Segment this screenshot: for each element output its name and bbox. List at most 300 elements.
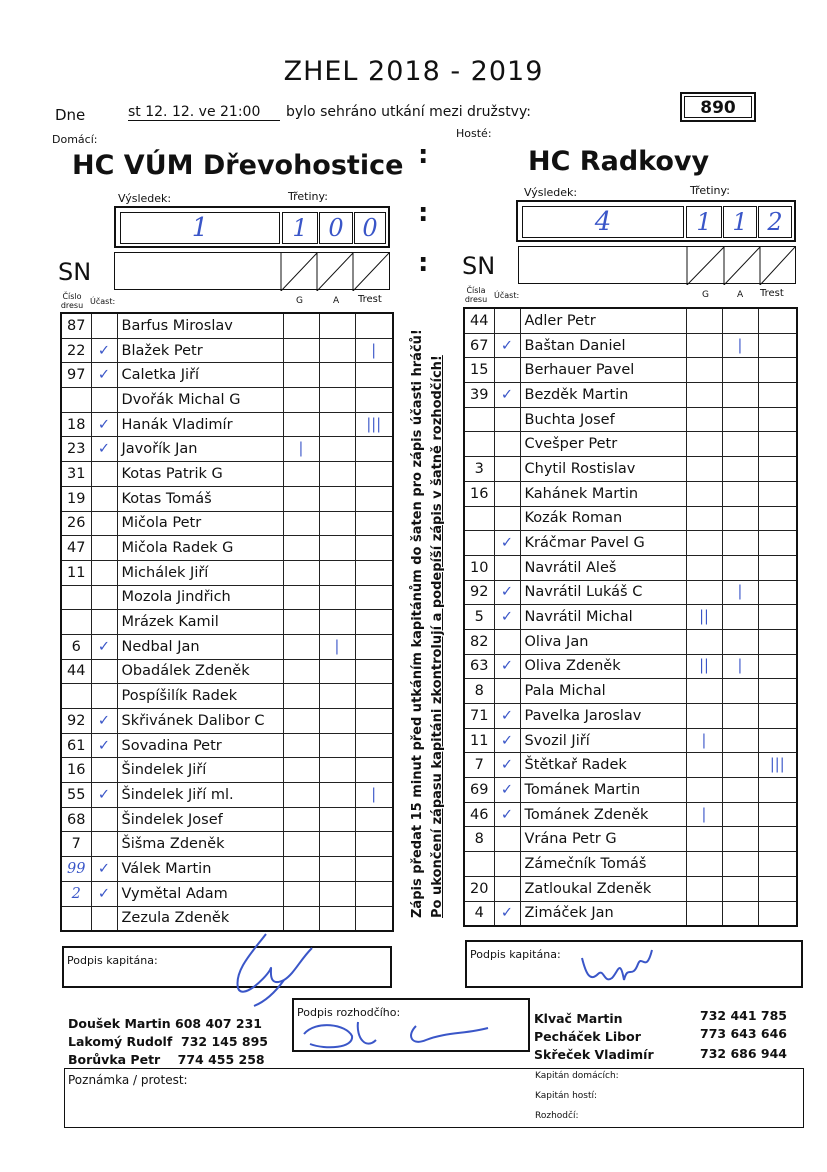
goals-cell[interactable] xyxy=(283,511,319,536)
goals-cell[interactable] xyxy=(686,852,722,877)
jersey-number[interactable]: 44 xyxy=(464,308,494,333)
goals-cell[interactable] xyxy=(283,560,319,585)
goals-cell[interactable] xyxy=(686,827,722,852)
assists-cell[interactable] xyxy=(722,629,758,654)
penalty-cell[interactable] xyxy=(758,358,797,383)
goals-cell[interactable] xyxy=(283,536,319,561)
penalty-cell[interactable] xyxy=(355,585,393,610)
assists-cell[interactable] xyxy=(722,802,758,827)
assists-cell[interactable] xyxy=(722,852,758,877)
goals-cell[interactable] xyxy=(686,407,722,432)
jersey-number[interactable] xyxy=(464,852,494,877)
jersey-number[interactable] xyxy=(464,531,494,556)
player-name[interactable]: Zatloukal Zdeněk xyxy=(520,876,686,901)
goals-cell[interactable] xyxy=(686,383,722,408)
attendance-mark[interactable] xyxy=(494,827,520,852)
penalty-cell[interactable] xyxy=(355,313,393,338)
attendance-mark[interactable] xyxy=(91,906,117,931)
goals-cell[interactable] xyxy=(283,610,319,635)
jersey-number[interactable] xyxy=(61,610,91,635)
player-name[interactable]: Kráčmar Pavel G xyxy=(520,531,686,556)
goals-cell[interactable] xyxy=(283,462,319,487)
assists-cell[interactable] xyxy=(319,758,355,783)
player-name[interactable]: Michálek Jiří xyxy=(117,560,283,585)
attendance-mark[interactable]: ✓ xyxy=(494,753,520,778)
assists-cell[interactable] xyxy=(722,481,758,506)
assists-cell[interactable] xyxy=(319,338,355,363)
goals-cell[interactable] xyxy=(686,308,722,333)
attendance-mark[interactable] xyxy=(91,585,117,610)
goals-cell[interactable] xyxy=(283,486,319,511)
jersey-number[interactable] xyxy=(61,585,91,610)
jersey-number[interactable]: 6 xyxy=(61,634,91,659)
attendance-mark[interactable]: ✓ xyxy=(91,437,117,462)
goals-cell[interactable] xyxy=(283,783,319,808)
attendance-mark[interactable]: ✓ xyxy=(494,333,520,358)
assists-cell[interactable] xyxy=(722,605,758,630)
assists-cell[interactable] xyxy=(319,709,355,734)
jersey-number[interactable]: 8 xyxy=(464,679,494,704)
goals-cell[interactable] xyxy=(686,481,722,506)
goals-cell[interactable]: | xyxy=(686,802,722,827)
assists-cell[interactable] xyxy=(319,610,355,635)
attendance-mark[interactable] xyxy=(494,308,520,333)
goals-cell[interactable]: || xyxy=(686,605,722,630)
assists-cell[interactable] xyxy=(319,560,355,585)
goals-cell[interactable] xyxy=(686,432,722,457)
penalty-cell[interactable] xyxy=(355,511,393,536)
assists-cell[interactable] xyxy=(319,585,355,610)
goals-cell[interactable] xyxy=(283,388,319,413)
penalty-cell[interactable] xyxy=(355,536,393,561)
jersey-number[interactable]: 23 xyxy=(61,437,91,462)
attendance-mark[interactable]: ✓ xyxy=(494,802,520,827)
player-name[interactable]: Svozil Jiří xyxy=(520,728,686,753)
goals-cell[interactable]: | xyxy=(686,728,722,753)
goals-cell[interactable]: | xyxy=(283,437,319,462)
jersey-number[interactable] xyxy=(464,407,494,432)
jersey-number[interactable]: 46 xyxy=(464,802,494,827)
player-name[interactable]: Chytil Rostislav xyxy=(520,457,686,482)
player-name[interactable]: Navrátil Aleš xyxy=(520,555,686,580)
jersey-number[interactable]: 61 xyxy=(61,733,91,758)
penalty-cell[interactable] xyxy=(758,728,797,753)
jersey-number[interactable]: 69 xyxy=(464,778,494,803)
penalty-cell[interactable] xyxy=(355,610,393,635)
penalty-cell[interactable] xyxy=(758,333,797,358)
attendance-mark[interactable]: ✓ xyxy=(91,412,117,437)
player-name[interactable]: Javořík Jan xyxy=(117,437,283,462)
goals-cell[interactable] xyxy=(283,758,319,783)
jersey-number[interactable]: 19 xyxy=(61,486,91,511)
attendance-mark[interactable]: ✓ xyxy=(91,857,117,882)
goals-cell[interactable] xyxy=(686,580,722,605)
attendance-mark[interactable]: ✓ xyxy=(494,901,520,926)
goals-cell[interactable] xyxy=(283,709,319,734)
jersey-number[interactable]: 92 xyxy=(61,709,91,734)
penalty-cell[interactable] xyxy=(355,807,393,832)
assists-cell[interactable] xyxy=(319,659,355,684)
jersey-number[interactable]: 97 xyxy=(61,363,91,388)
attendance-mark[interactable] xyxy=(91,758,117,783)
jersey-number[interactable]: 16 xyxy=(61,758,91,783)
assists-cell[interactable] xyxy=(722,555,758,580)
goals-cell[interactable] xyxy=(686,333,722,358)
player-name[interactable]: Mozola Jindřich xyxy=(117,585,283,610)
player-name[interactable]: Barfus Miroslav xyxy=(117,313,283,338)
player-name[interactable]: Šindelek Jiří xyxy=(117,758,283,783)
player-name[interactable]: Cvešper Petr xyxy=(520,432,686,457)
assists-cell[interactable] xyxy=(722,778,758,803)
attendance-mark[interactable] xyxy=(494,679,520,704)
player-name[interactable]: Kahánek Martin xyxy=(520,481,686,506)
player-name[interactable]: Tománek Martin xyxy=(520,778,686,803)
jersey-number[interactable]: 3 xyxy=(464,457,494,482)
player-name[interactable]: Pala Michal xyxy=(520,679,686,704)
attendance-mark[interactable] xyxy=(494,407,520,432)
penalty-cell[interactable] xyxy=(355,832,393,857)
penalty-cell[interactable] xyxy=(355,388,393,413)
player-name[interactable]: Nedbal Jan xyxy=(117,634,283,659)
assists-cell[interactable] xyxy=(722,457,758,482)
player-name[interactable]: Baštan Daniel xyxy=(520,333,686,358)
attendance-mark[interactable] xyxy=(494,506,520,531)
penalty-cell[interactable] xyxy=(355,462,393,487)
goals-cell[interactable] xyxy=(283,338,319,363)
penalty-cell[interactable] xyxy=(758,654,797,679)
jersey-number[interactable]: 99 xyxy=(61,857,91,882)
player-name[interactable]: Kotas Patrik G xyxy=(117,462,283,487)
player-name[interactable]: Caletka Jiří xyxy=(117,363,283,388)
player-name[interactable]: Tománek Zdeněk xyxy=(520,802,686,827)
attendance-mark[interactable] xyxy=(91,610,117,635)
assists-cell[interactable] xyxy=(319,313,355,338)
attendance-mark[interactable] xyxy=(91,807,117,832)
assists-cell[interactable] xyxy=(319,857,355,882)
assists-cell[interactable]: | xyxy=(722,654,758,679)
jersey-number[interactable]: 47 xyxy=(61,536,91,561)
jersey-number[interactable]: 68 xyxy=(61,807,91,832)
assists-cell[interactable] xyxy=(722,753,758,778)
penalty-cell[interactable] xyxy=(355,437,393,462)
assists-cell[interactable] xyxy=(722,876,758,901)
player-name[interactable]: Sovadina Petr xyxy=(117,733,283,758)
attendance-mark[interactable] xyxy=(494,432,520,457)
player-name[interactable]: Adler Petr xyxy=(520,308,686,333)
penalty-cell[interactable]: | xyxy=(355,783,393,808)
jersey-number[interactable] xyxy=(61,684,91,709)
penalty-cell[interactable] xyxy=(758,704,797,729)
player-name[interactable]: Navrátil Lukáš C xyxy=(520,580,686,605)
penalty-cell[interactable] xyxy=(758,555,797,580)
player-name[interactable]: Zimáček Jan xyxy=(520,901,686,926)
penalty-cell[interactable] xyxy=(355,709,393,734)
player-name[interactable]: Kotas Tomáš xyxy=(117,486,283,511)
jersey-number[interactable]: 87 xyxy=(61,313,91,338)
goals-cell[interactable] xyxy=(686,679,722,704)
player-name[interactable]: Štětkař Radek xyxy=(520,753,686,778)
assists-cell[interactable] xyxy=(319,462,355,487)
attendance-mark[interactable] xyxy=(91,388,117,413)
attendance-mark[interactable] xyxy=(91,462,117,487)
penalty-cell[interactable] xyxy=(758,901,797,926)
player-name[interactable]: Vrána Petr G xyxy=(520,827,686,852)
penalty-cell[interactable] xyxy=(355,659,393,684)
goals-cell[interactable] xyxy=(283,733,319,758)
attendance-mark[interactable] xyxy=(91,511,117,536)
assists-cell[interactable] xyxy=(319,832,355,857)
penalty-cell[interactable] xyxy=(758,457,797,482)
assists-cell[interactable] xyxy=(319,684,355,709)
player-name[interactable]: Zezula Zdeněk xyxy=(117,906,283,931)
jersey-number[interactable]: 11 xyxy=(464,728,494,753)
attendance-mark[interactable]: ✓ xyxy=(91,709,117,734)
jersey-number[interactable]: 5 xyxy=(464,605,494,630)
attendance-mark[interactable] xyxy=(494,876,520,901)
goals-cell[interactable] xyxy=(283,634,319,659)
goals-cell[interactable] xyxy=(283,684,319,709)
player-name[interactable]: Pavelka Jaroslav xyxy=(520,704,686,729)
attendance-mark[interactable]: ✓ xyxy=(91,363,117,388)
assists-cell[interactable] xyxy=(319,783,355,808)
penalty-cell[interactable] xyxy=(355,486,393,511)
attendance-mark[interactable] xyxy=(91,313,117,338)
attendance-mark[interactable] xyxy=(91,560,117,585)
jersey-number[interactable]: 2 xyxy=(61,881,91,906)
jersey-number[interactable]: 11 xyxy=(61,560,91,585)
assists-cell[interactable] xyxy=(319,807,355,832)
penalty-cell[interactable] xyxy=(355,684,393,709)
jersey-number[interactable] xyxy=(464,506,494,531)
assists-cell[interactable] xyxy=(722,407,758,432)
goals-cell[interactable] xyxy=(686,704,722,729)
penalty-cell[interactable] xyxy=(355,634,393,659)
jersey-number[interactable]: 92 xyxy=(464,580,494,605)
assists-cell[interactable] xyxy=(722,827,758,852)
assists-cell[interactable] xyxy=(319,881,355,906)
attendance-mark[interactable] xyxy=(494,852,520,877)
assists-cell[interactable] xyxy=(319,486,355,511)
assists-cell[interactable] xyxy=(722,704,758,729)
jersey-number[interactable]: 20 xyxy=(464,876,494,901)
jersey-number[interactable]: 18 xyxy=(61,412,91,437)
penalty-cell[interactable]: ||| xyxy=(758,753,797,778)
jersey-number[interactable]: 15 xyxy=(464,358,494,383)
goals-cell[interactable] xyxy=(686,876,722,901)
penalty-cell[interactable] xyxy=(758,629,797,654)
player-name[interactable]: Oliva Zdeněk xyxy=(520,654,686,679)
assists-cell[interactable] xyxy=(319,733,355,758)
jersey-number[interactable]: 10 xyxy=(464,555,494,580)
player-name[interactable]: Vymětal Adam xyxy=(117,881,283,906)
penalty-cell[interactable] xyxy=(758,827,797,852)
player-name[interactable]: Berhauer Pavel xyxy=(520,358,686,383)
penalty-cell[interactable] xyxy=(355,758,393,783)
goals-cell[interactable] xyxy=(686,901,722,926)
attendance-mark[interactable] xyxy=(494,457,520,482)
jersey-number[interactable]: 71 xyxy=(464,704,494,729)
jersey-number[interactable]: 4 xyxy=(464,901,494,926)
attendance-mark[interactable] xyxy=(494,481,520,506)
penalty-cell[interactable] xyxy=(758,506,797,531)
assists-cell[interactable] xyxy=(722,308,758,333)
assists-cell[interactable] xyxy=(722,679,758,704)
player-name[interactable]: Skřivánek Dalibor C xyxy=(117,709,283,734)
penalty-cell[interactable]: | xyxy=(355,338,393,363)
assists-cell[interactable] xyxy=(319,437,355,462)
goals-cell[interactable] xyxy=(686,358,722,383)
attendance-mark[interactable]: ✓ xyxy=(91,733,117,758)
attendance-mark[interactable]: ✓ xyxy=(494,654,520,679)
goals-cell[interactable]: || xyxy=(686,654,722,679)
player-name[interactable]: Mičola Radek G xyxy=(117,536,283,561)
penalty-cell[interactable] xyxy=(758,531,797,556)
jersey-number[interactable]: 39 xyxy=(464,383,494,408)
assists-cell[interactable] xyxy=(319,412,355,437)
jersey-number[interactable]: 31 xyxy=(61,462,91,487)
assists-cell[interactable] xyxy=(722,432,758,457)
jersey-number[interactable]: 16 xyxy=(464,481,494,506)
assists-cell[interactable]: | xyxy=(722,333,758,358)
assists-cell[interactable]: | xyxy=(319,634,355,659)
attendance-mark[interactable]: ✓ xyxy=(494,531,520,556)
goals-cell[interactable] xyxy=(686,778,722,803)
attendance-mark[interactable] xyxy=(494,358,520,383)
goals-cell[interactable] xyxy=(283,832,319,857)
assists-cell[interactable] xyxy=(319,363,355,388)
attendance-mark[interactable]: ✓ xyxy=(494,580,520,605)
player-name[interactable]: Bezděk Martin xyxy=(520,383,686,408)
assists-cell[interactable] xyxy=(722,383,758,408)
jersey-number[interactable]: 44 xyxy=(61,659,91,684)
player-name[interactable]: Šišma Zdeněk xyxy=(117,832,283,857)
goals-cell[interactable] xyxy=(283,313,319,338)
jersey-number[interactable] xyxy=(464,432,494,457)
jersey-number[interactable]: 55 xyxy=(61,783,91,808)
assists-cell[interactable] xyxy=(722,728,758,753)
attendance-mark[interactable]: ✓ xyxy=(91,634,117,659)
penalty-cell[interactable] xyxy=(758,605,797,630)
penalty-cell[interactable] xyxy=(758,778,797,803)
player-name[interactable]: Blažek Petr xyxy=(117,338,283,363)
player-name[interactable]: Obadálek Zdeněk xyxy=(117,659,283,684)
attendance-mark[interactable]: ✓ xyxy=(494,778,520,803)
attendance-mark[interactable] xyxy=(494,555,520,580)
penalty-cell[interactable] xyxy=(758,876,797,901)
penalty-cell[interactable] xyxy=(758,852,797,877)
goals-cell[interactable] xyxy=(283,585,319,610)
goals-cell[interactable] xyxy=(283,906,319,931)
goals-cell[interactable] xyxy=(283,363,319,388)
attendance-mark[interactable]: ✓ xyxy=(91,338,117,363)
attendance-mark[interactable] xyxy=(91,684,117,709)
player-name[interactable]: Mičola Petr xyxy=(117,511,283,536)
player-name[interactable]: Zámečník Tomáš xyxy=(520,852,686,877)
penalty-cell[interactable] xyxy=(355,857,393,882)
jersey-number[interactable]: 26 xyxy=(61,511,91,536)
player-name[interactable]: Navrátil Michal xyxy=(520,605,686,630)
penalty-cell[interactable] xyxy=(758,432,797,457)
goals-cell[interactable] xyxy=(283,807,319,832)
goals-cell[interactable] xyxy=(686,531,722,556)
jersey-number[interactable]: 22 xyxy=(61,338,91,363)
penalty-cell[interactable] xyxy=(758,383,797,408)
attendance-mark[interactable]: ✓ xyxy=(91,783,117,808)
penalty-cell[interactable] xyxy=(355,881,393,906)
player-name[interactable]: Pospíšilík Radek xyxy=(117,684,283,709)
attendance-mark[interactable]: ✓ xyxy=(494,605,520,630)
goals-cell[interactable] xyxy=(686,753,722,778)
jersey-number[interactable] xyxy=(61,906,91,931)
goals-cell[interactable] xyxy=(686,457,722,482)
jersey-number[interactable]: 7 xyxy=(61,832,91,857)
goals-cell[interactable] xyxy=(686,555,722,580)
penalty-cell[interactable] xyxy=(758,308,797,333)
penalty-cell[interactable] xyxy=(758,802,797,827)
assists-cell[interactable]: | xyxy=(722,580,758,605)
goals-cell[interactable] xyxy=(686,629,722,654)
jersey-number[interactable] xyxy=(61,388,91,413)
note-box[interactable] xyxy=(64,1068,804,1128)
assists-cell[interactable] xyxy=(319,388,355,413)
penalty-cell[interactable] xyxy=(758,481,797,506)
player-name[interactable]: Oliva Jan xyxy=(520,629,686,654)
penalty-cell[interactable]: ||| xyxy=(355,412,393,437)
player-name[interactable]: Buchta Josef xyxy=(520,407,686,432)
attendance-mark[interactable]: ✓ xyxy=(494,728,520,753)
goals-cell[interactable] xyxy=(283,412,319,437)
penalty-cell[interactable] xyxy=(355,560,393,585)
assists-cell[interactable] xyxy=(722,531,758,556)
attendance-mark[interactable] xyxy=(494,629,520,654)
assists-cell[interactable] xyxy=(319,906,355,931)
penalty-cell[interactable] xyxy=(758,679,797,704)
player-name[interactable]: Hanák Vladimír xyxy=(117,412,283,437)
player-name[interactable]: Šindelek Josef xyxy=(117,807,283,832)
player-name[interactable]: Mrázek Kamil xyxy=(117,610,283,635)
goals-cell[interactable] xyxy=(283,881,319,906)
attendance-mark[interactable] xyxy=(91,486,117,511)
jersey-number[interactable]: 7 xyxy=(464,753,494,778)
assists-cell[interactable] xyxy=(319,511,355,536)
jersey-number[interactable]: 8 xyxy=(464,827,494,852)
player-name[interactable]: Válek Martin xyxy=(117,857,283,882)
penalty-cell[interactable] xyxy=(355,363,393,388)
attendance-mark[interactable] xyxy=(91,659,117,684)
jersey-number[interactable]: 63 xyxy=(464,654,494,679)
jersey-number[interactable]: 67 xyxy=(464,333,494,358)
penalty-cell[interactable] xyxy=(758,580,797,605)
assists-cell[interactable] xyxy=(722,901,758,926)
attendance-mark[interactable] xyxy=(91,832,117,857)
penalty-cell[interactable] xyxy=(355,733,393,758)
attendance-mark[interactable]: ✓ xyxy=(494,383,520,408)
goals-cell[interactable] xyxy=(283,659,319,684)
jersey-number[interactable]: 82 xyxy=(464,629,494,654)
assists-cell[interactable] xyxy=(722,358,758,383)
attendance-mark[interactable]: ✓ xyxy=(494,704,520,729)
attendance-mark[interactable]: ✓ xyxy=(91,881,117,906)
penalty-cell[interactable] xyxy=(355,906,393,931)
player-name[interactable]: Šindelek Jiří ml. xyxy=(117,783,283,808)
penalty-cell[interactable] xyxy=(758,407,797,432)
goals-cell[interactable] xyxy=(686,506,722,531)
attendance-mark[interactable] xyxy=(91,536,117,561)
player-name[interactable]: Kozák Roman xyxy=(520,506,686,531)
assists-cell[interactable] xyxy=(722,506,758,531)
assists-cell[interactable] xyxy=(319,536,355,561)
player-name[interactable]: Dvořák Michal G xyxy=(117,388,283,413)
